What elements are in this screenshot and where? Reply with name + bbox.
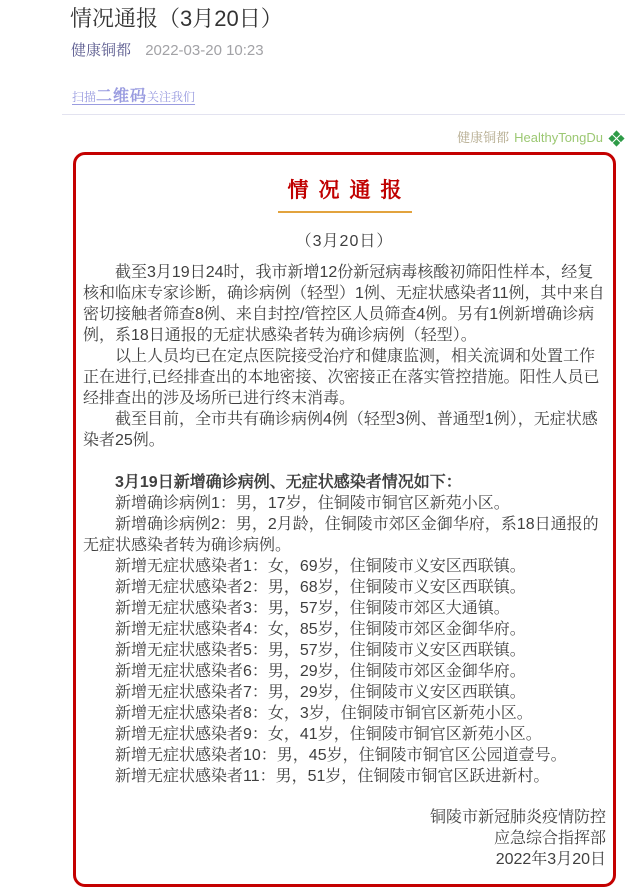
section-heading: 3月19日新增确诊病例、无症状感染者情况如下： — [115, 474, 462, 491]
case-line: 新增无症状感染者11：男，51岁，住铜陵市铜官区跃进新村。 — [115, 768, 550, 785]
brand-line — [0, 129, 625, 147]
notice-title-wrap — [83, 174, 606, 213]
wechat-article-page — [0, 5, 630, 887]
clover-diamond-icon — [608, 130, 625, 147]
notice-body — [83, 262, 606, 870]
case-line: 新增无症状感染者5：男，57岁，住铜陵市义安区西联镇。 — [115, 642, 526, 659]
case-line: 新增无症状感染者9：女，41岁，住铜陵市铜官区新苑小区。 — [115, 726, 542, 743]
article-meta — [71, 42, 630, 60]
case-line: 新增无症状感染者10：男，45岁，住铜陵市铜官区公园道壹号。 — [115, 747, 567, 764]
case-line: 新增确诊病例2：男，2月龄，住铜陵市郊区金御华府，系18日通报的无症状感染者转为确诊病例。 — [83, 516, 599, 554]
case-line: 新增无症状感染者6：男，29岁，住铜陵市郊区金御华府。 — [115, 663, 526, 680]
divider — [62, 114, 625, 115]
case-line: 新增无症状感染者3：男，57岁，住铜陵市郊区大通镇。 — [115, 600, 510, 617]
case-line: 新增确诊病例1：男，17岁，住铜陵市铜官区新苑小区。 — [115, 495, 510, 512]
signature-line: 应急综合指挥部 — [493, 830, 606, 847]
signature-line: 2022年3月20日 — [495, 851, 606, 868]
follow-prefix: 扫描 — [72, 90, 97, 104]
notice-title: 情况通报 — [278, 174, 412, 213]
publish-timestamp: 2022-03-20 10:23 — [145, 42, 264, 59]
follow-suffix: 关注我们 — [147, 90, 196, 104]
notice-subtitle: （3月20日） — [295, 233, 394, 250]
account-link[interactable]: 健康铜都 — [71, 42, 132, 59]
signature-line: 铜陵市新冠肺炎疫情防控 — [429, 809, 606, 826]
case-line: 新增无症状感染者2：男，68岁，住铜陵市义安区西联镇。 — [115, 579, 526, 596]
follow-qrcode-link[interactable] — [72, 88, 195, 106]
qrcode-label: 二维码 — [96, 88, 148, 105]
case-line: 新增无症状感染者8：女，3岁，住铜陵市铜官区新苑小区。 — [115, 705, 533, 722]
case-line: 新增无症状感染者1：女，69岁，住铜陵市义安区西联镇。 — [115, 558, 526, 575]
notice-box — [73, 152, 616, 887]
signature-block — [83, 807, 606, 870]
brand-name-en: HealthyTongDu — [514, 130, 603, 145]
paragraph-1: 截至3月19日24时，我市新增12份新冠病毒核酸初筛阳性样本，经复核和临床专家诊断，确诊病例（轻型）1例、无症状感染者11例，其中来自密切接触者筛查8例、来自封控/管控区人员筛查4例。另有1例新增确诊病例，系18日通报的无症状感染者转为确诊病例（轻型）。 — [83, 264, 605, 344]
paragraph-2: 以上人员均已在定点医院接受治疗和健康监测，相关流调和处置工作正在进行,已经排查出的本地密接、次密接正在落实管控措施。阳性人员已经排查出的涉及场所已进行终末消毒。 — [83, 348, 600, 407]
paragraph-3: 截至目前，全市共有确诊病例4例（轻型3例、普通型1例），无症状感染者25例。 — [83, 411, 598, 449]
page-title: 情况通报（3月20日） — [70, 6, 283, 31]
case-line: 新增无症状感染者7：男，29岁，住铜陵市义安区西联镇。 — [115, 684, 526, 701]
case-line: 新增无症状感染者4：女，85岁，住铜陵市郊区金御华府。 — [115, 621, 526, 638]
brand-name-cn: 健康铜都 — [457, 130, 510, 145]
